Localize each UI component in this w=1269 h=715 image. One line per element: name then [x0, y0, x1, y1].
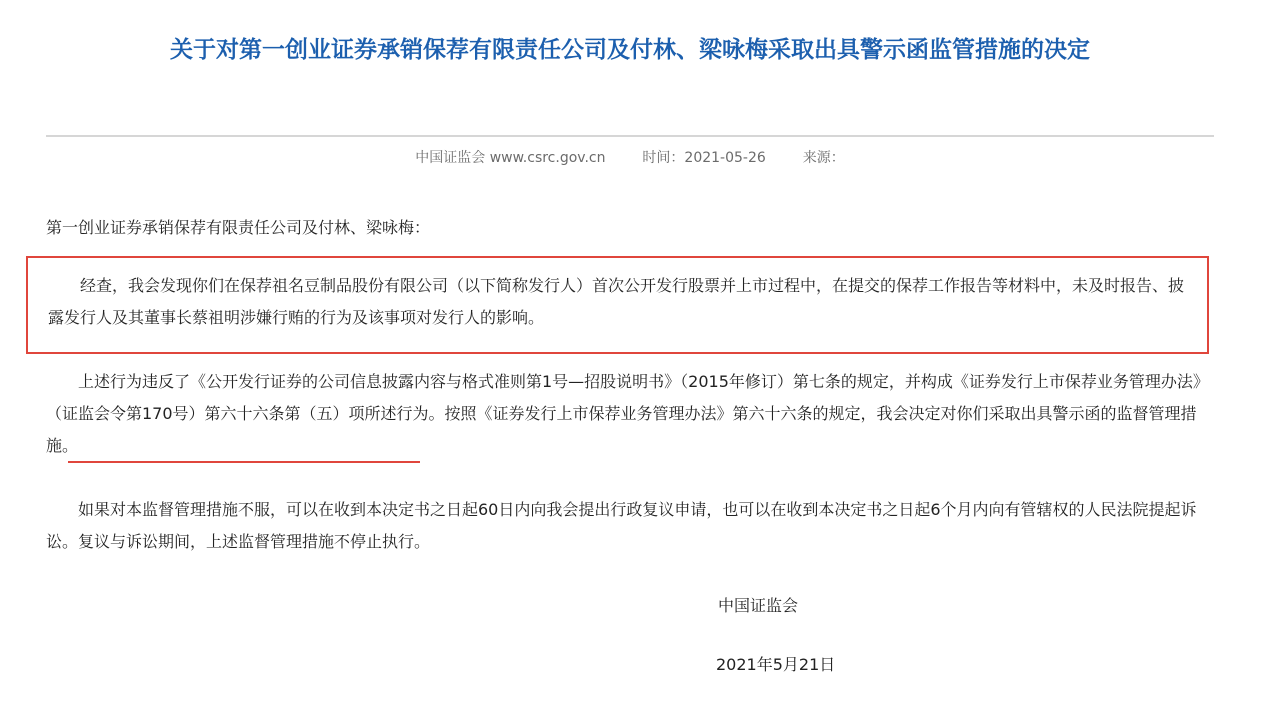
meta-time: 时间：2021-05-26: [642, 150, 766, 166]
document-date: 2021年5月21日: [716, 655, 836, 674]
red-underline-mark: [68, 461, 420, 463]
paragraph-appeal: 如果对本监督管理措施不服，可以在收到本决定书之日起60日内向我会提出行政复议申请，也可以在收到本决定书之日起6个月内向有管辖权的人民法院提起诉讼。复议与诉讼期间，上述监督管理措施不停止执行。: [46, 500, 1197, 551]
salutation: 第一创业证券承销保荐有限责任公司及付林、梁咏梅：: [46, 218, 431, 237]
paragraph-violation: 上述行为违反了《公开发行证券的公司信息披露内容与格式准则第1号—招股说明书》（2015年修订）第七条的规定，并构成《证券发行上市保荐业务管理办法》（证监会令第170号）第六十六条第（五）项所述行为。按照《证券发行上市保荐业务管理办法》第六十六条的规定，我会决定对你们采取出具警示函的监督管理措施。: [46, 372, 1201, 455]
paragraph-findings: 经查，我会发现你们在保荐祖名豆制品股份有限公司（以下简称发行人）首次公开发行股票并上市过程中，在提交的保荐工作报告等材料中，未及时报告、披露发行人及其董事长蔡祖明涉嫌行贿的行为及该事项对发行人的影响。: [48, 276, 1185, 327]
title-divider: [46, 135, 1214, 137]
signature: 中国证监会: [718, 596, 799, 615]
meta-publisher: 中国证监会 www.csrc.gov.cn: [415, 150, 606, 166]
document-meta: [46, 149, 1214, 167]
meta-source: 来源：: [802, 150, 845, 166]
document-title: 关于对第一创业证券承销保荐有限责任公司及付林、梁咏梅采取出具警示函监管措施的决定: [170, 37, 1090, 63]
